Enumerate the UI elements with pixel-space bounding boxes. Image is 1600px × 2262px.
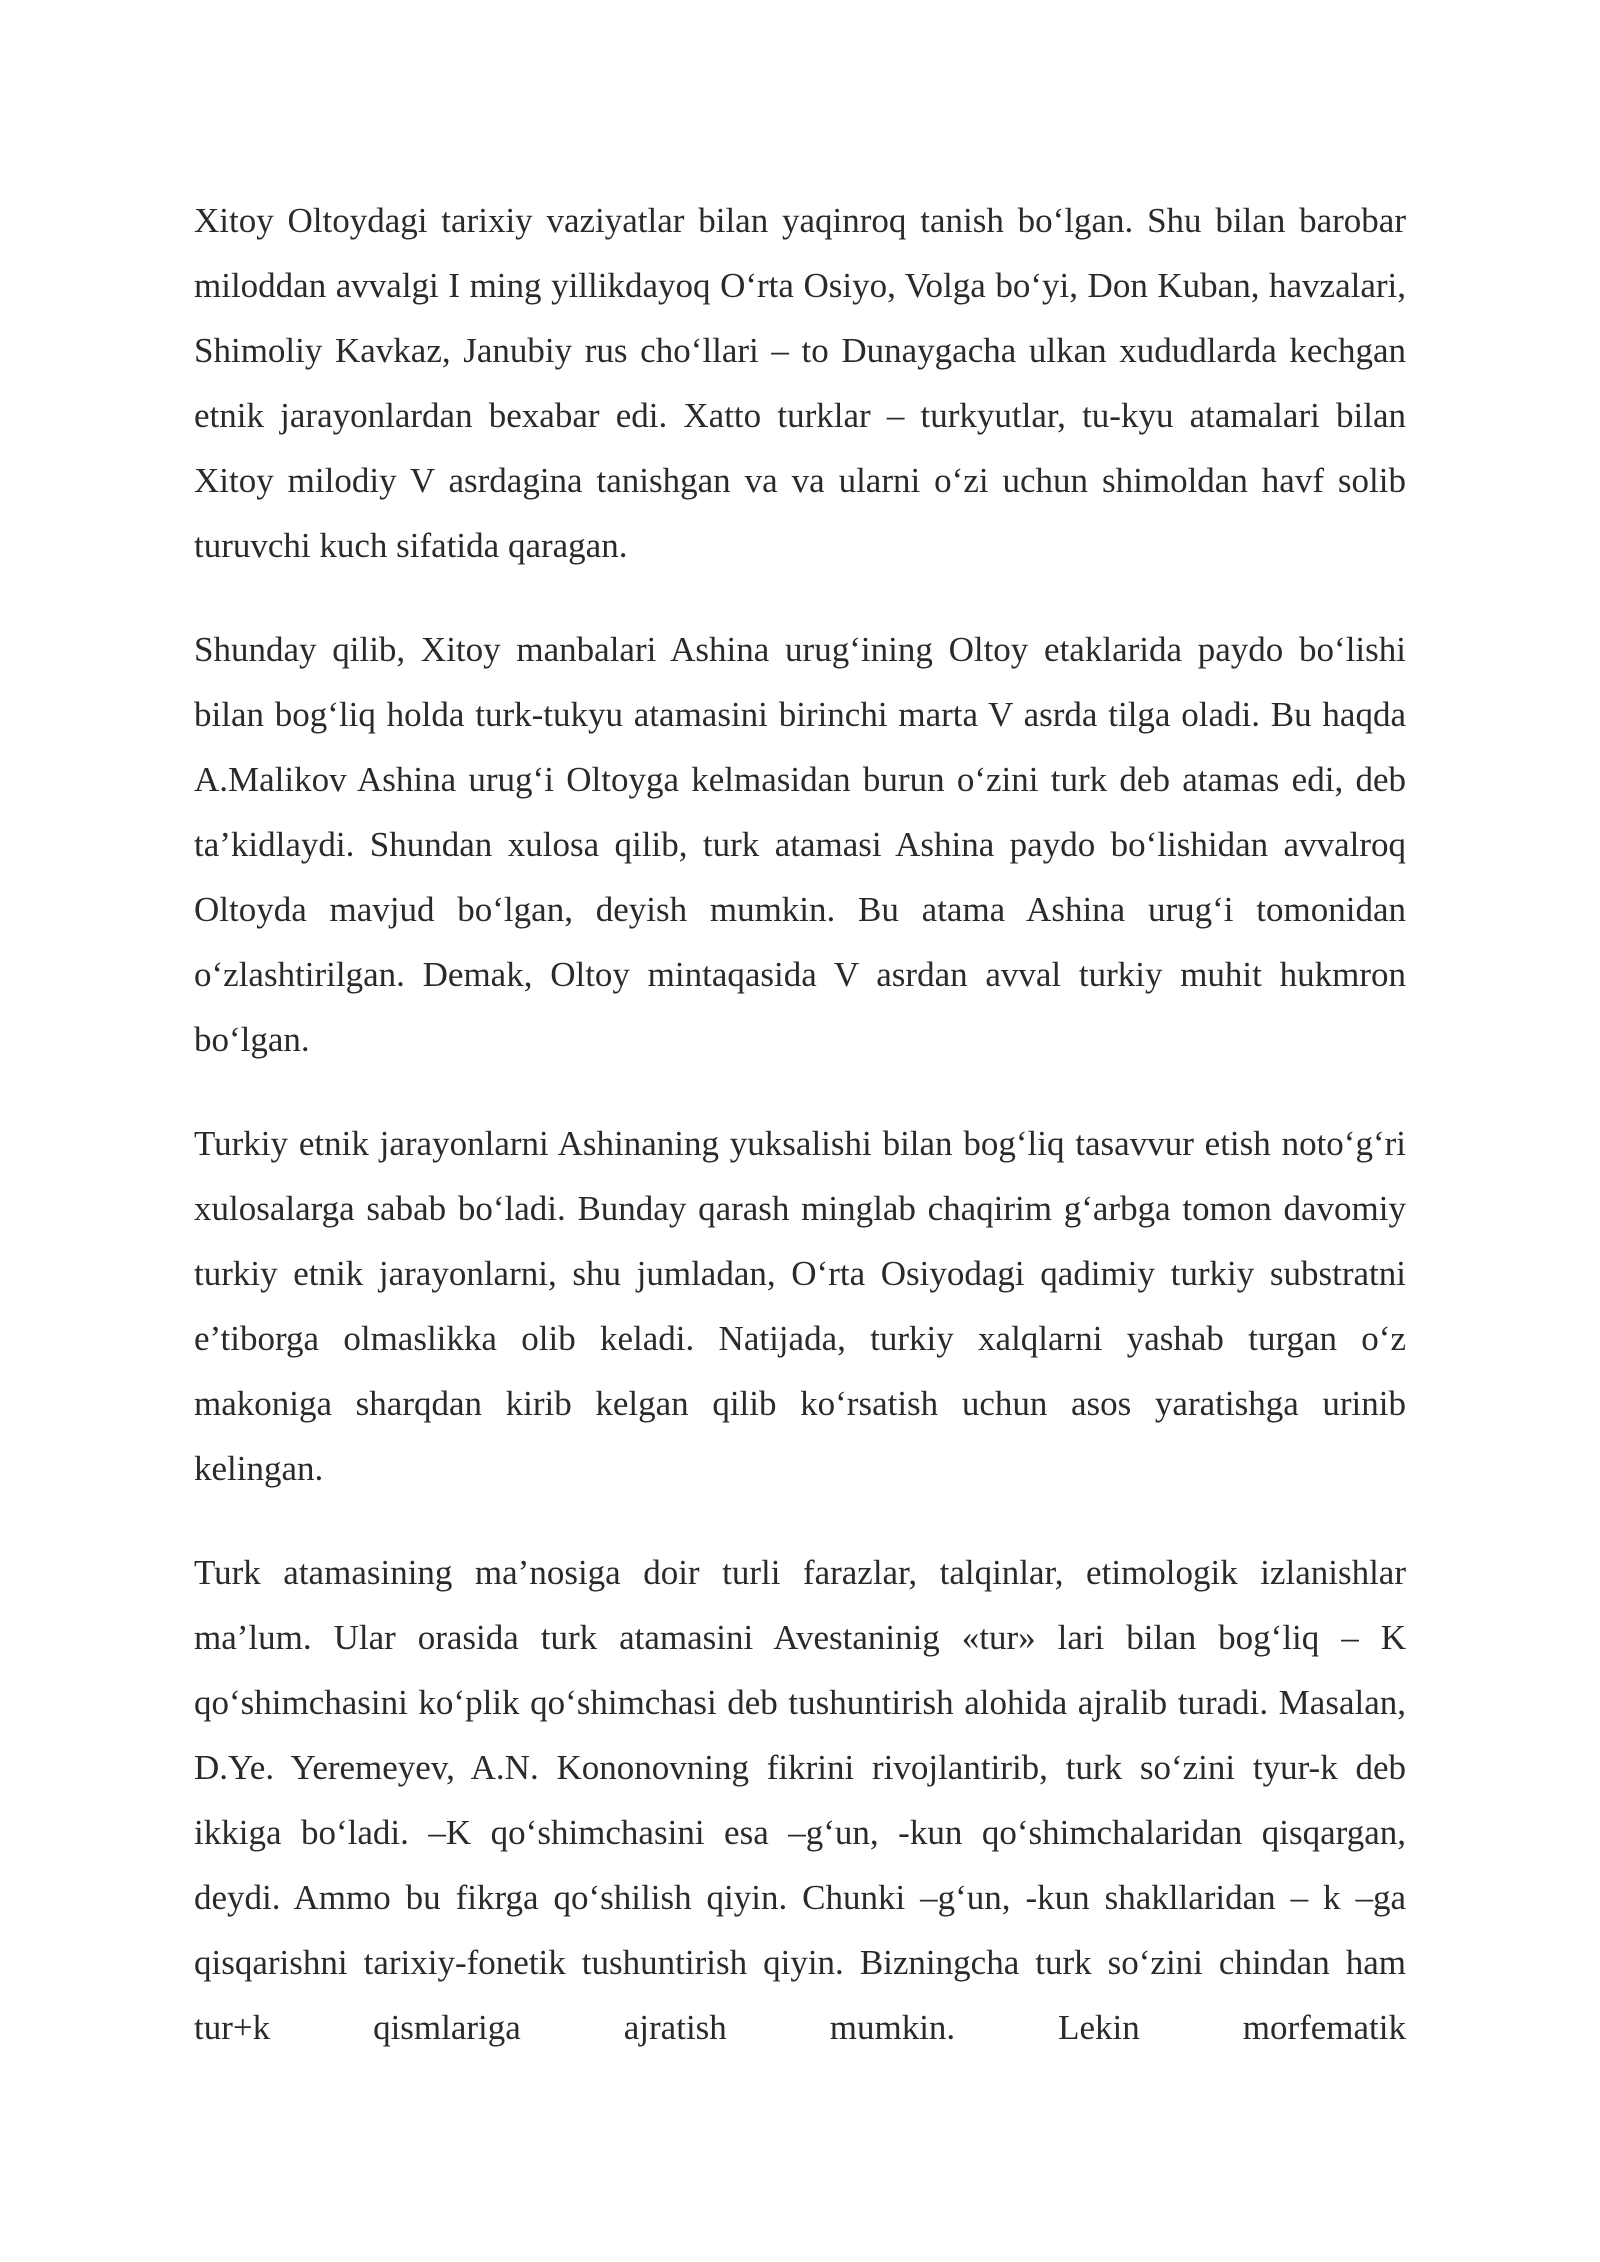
paragraph: Turkiy etnik jarayonlarni Ashinaning yuksalishi bilan bogʻliq tasavvur etish notoʻgʻri xulosalarga sabab boʻladi. Bunday qarash minglab chaqirim gʻarbga tomon davomiy turkiy etnik jarayonlarni, shu jumladan, Oʻrta Osiyodagi qadimiy turkiy substratni e’tiborga olmaslikka olib keladi. Natijada, turkiy xalqlarni yashab turgan oʻz makoniga sharqdan kirib kelgan qilib koʻrsatish uchun asos yaratishga urinib kelingan.	[194, 1124, 1406, 1488]
text-column	[194, 188, 1406, 2060]
paragraph: Turk atamasining ma’nosiga doir turli farazlar, talqinlar, etimologik izlanishlar ma’lum. Ular orasida turk atamasini Avestaninig «tur» lari bilan bogʻliq – K qoʻshimchasini koʻplik qoʻshimchasi deb tushuntirish alohida ajralib turadi. Masalan, D.Ye. Yeremeyev, A.N. Kononovning fikrini rivojlantirib, turk soʻzini tyur-k deb ikkiga boʻladi. –K qoʻshimchasini esa –gʻun, -kun qoʻshimchalaridan qisqargan, deydi. Ammo bu fikrga qoʻshilish qiyin. Chunki –gʻun, -kun shakllaridan – k –ga qisqarishni tarixiy-fonetik tushuntirish qiyin. Bizningcha turk soʻzini chindan ham tur+k qismlariga ajratish mumkin. Lekin morfematik	[194, 1553, 1406, 2047]
paragraph: Xitoy Oltoydagi tarixiy vaziyatlar bilan yaqinroq tanish boʻlgan. Shu bilan barobar miloddan avvalgi I ming yillikdayoq Oʻrta Osiyo, Volga boʻyi, Don Kuban, havzalari, Shimoliy Kavkaz, Janubiy rus choʻllari – to Dunaygacha ulkan xududlarda kechgan etnik jarayonlardan bexabar edi. Xatto turklar – turkyutlar, tu-kyu atamalari bilan Xitoy milodiy V asrdagina tanishgan va va ularni oʻzi uchun shimoldan havf solib turuvchi kuch sifatida qaragan.	[194, 201, 1406, 565]
paragraph: Shunday qilib, Xitoy manbalari Ashina urugʻining Oltoy etaklarida paydo boʻlishi bilan bogʻliq holda turk-tukyu atamasini birinchi marta V asrda tilga oladi. Bu haqda A.Malikov Ashina urugʻi Oltoyga kelmasidan burun oʻzini turk deb atamas edi, deb ta’kidlaydi. Shundan xulosa qilib, turk atamasi Ashina paydo boʻlishidan avvalroq Oltoyda mavjud boʻlgan, deyish mumkin. Bu atama Ashina urugʻi tomonidan oʻzlashtirilgan. Demak, Oltoy mintaqasida V asrdan avval turkiy muhit hukmron boʻlgan.	[194, 630, 1406, 1059]
